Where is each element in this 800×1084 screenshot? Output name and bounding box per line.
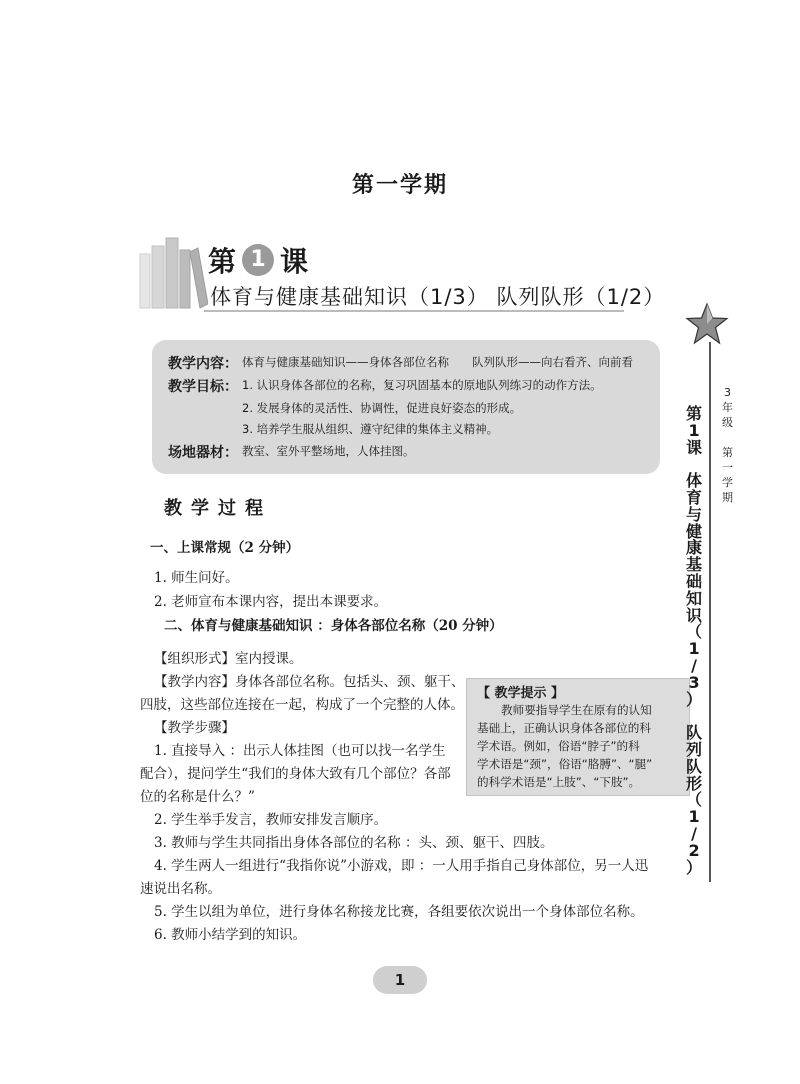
sidebar-glyph: 3 <box>688 672 700 692</box>
body-line: 【组织形式】室内授课。 <box>154 651 303 667</box>
lesson-prefix: 第 <box>208 245 237 278</box>
list-item: 1. 师生问好。 <box>154 570 239 586</box>
sidebar-glyph: 2 <box>688 840 700 860</box>
sidebar-glyph: 1 <box>688 639 700 659</box>
sidebar-glyph <box>726 430 730 445</box>
semester-title: 第一学期 <box>351 172 448 198</box>
tip-line: 学术语是“颈”，俗语“胳膊”、“腿” <box>477 757 653 771</box>
sidebar-glyph: 础 <box>686 571 703 591</box>
process-title: 教学过程 <box>164 498 272 519</box>
sidebar-glyph: （ <box>686 790 703 810</box>
heading-divider <box>204 310 624 312</box>
sidebar-glyph: 列 <box>686 739 703 759</box>
sidebar-glyph: 3 <box>724 386 731 399</box>
sidebar-glyph: 课 <box>686 437 703 457</box>
sidebar-glyph: 1 <box>688 807 700 827</box>
sidebar-glyph: ） <box>686 689 703 709</box>
tip-line: 的科学术语是“上肢”、“下肢”。 <box>477 775 641 789</box>
teaching-tip-box <box>466 678 690 796</box>
sidebar-glyph: 年 <box>722 401 733 414</box>
sidebar-lesson-title <box>686 406 702 876</box>
star-icon <box>684 302 730 346</box>
sidebar-glyph: 健 <box>686 521 703 541</box>
books-icon <box>138 236 208 310</box>
lesson-info-box <box>152 340 660 474</box>
sidebar-glyph: 识 <box>686 605 703 625</box>
body-line: 6. 教师小结学到的知识。 <box>154 927 307 943</box>
sidebar-glyph: 体 <box>686 471 703 491</box>
body-line: 速说出名称。 <box>140 881 221 897</box>
body-line: 配合），提问学生“我们的身体大致有几个部位？各部 <box>140 766 451 782</box>
sidebar-glyph: 与 <box>686 504 703 524</box>
sidebar-glyph: 1 <box>688 420 700 440</box>
goal-item: 2. 发展身体的灵活性、协调性，促进良好姿态的形成。 <box>242 401 522 415</box>
sidebar-divider <box>709 342 711 882</box>
sidebar-glyph: 第 <box>722 446 733 459</box>
content-row <box>168 353 633 373</box>
lesson-title: 体育与健康基础知识（1/3） 队列队形（1/2） <box>210 285 666 309</box>
sidebar-glyph: 康 <box>686 538 703 558</box>
sidebar-glyph: 一 <box>722 461 733 474</box>
section-title: 二、体育与健康基础知识 ：身体各部位名称（20 分钟） <box>164 618 503 634</box>
body-line: 位的名称是什么？” <box>140 789 255 805</box>
content-text: 体育与健康基础知识——身体各部位名称 队列队形——向右看齐、向前看 <box>242 355 633 369</box>
goal-item: 3. 培养学生服从组织、遵守纪律的集体主义精神。 <box>242 422 499 436</box>
lesson-number-badge: 1 <box>242 244 274 276</box>
body-line: 【教学步骤】 <box>154 720 235 736</box>
sidebar-glyph: （ <box>686 622 703 642</box>
tip-line: 学术语。例如，俗语“脖子”的科 <box>477 739 640 753</box>
sidebar-glyph: 队 <box>686 756 703 776</box>
section-title: 一、上课常规（2 分钟） <box>150 540 300 556</box>
sidebar-glyph: 队 <box>686 723 703 743</box>
lesson-suffix: 课 <box>280 245 309 278</box>
page-number: 1 <box>373 966 427 994</box>
venue-row <box>168 442 415 462</box>
venue-label: 场地器材： <box>168 445 238 461</box>
sidebar-glyph: 育 <box>686 487 703 507</box>
body-line: 【教学内容】身体各部位名称。包括头、颈、躯干、 <box>154 674 465 690</box>
goals-label: 教学目标： <box>168 379 238 395</box>
sidebar-glyph: 形 <box>686 773 703 793</box>
tip-line: 教师要指导学生在原有的认知 <box>501 703 652 717</box>
goal-item: 1. 认识身体各部位的名称，复习巩固基本的原地队列练习的动作方法。 <box>242 378 602 392</box>
sidebar-glyph: ） <box>686 857 703 877</box>
sidebar-glyph: 基 <box>686 555 703 575</box>
sidebar-glyph: 学 <box>722 476 733 489</box>
body-line: 2. 学生举手发言，教师安排发言顺序。 <box>154 812 388 828</box>
body-line: 5. 学生以组为单位，进行身体名称接龙比赛，各组要依次说出一个身体部位名称。 <box>154 904 644 920</box>
list-item: 2. 老师宣布本课内容，提出本课要求。 <box>154 594 388 610</box>
body-line: 4. 学生两人一组进行“我指你说”小游戏，即 ：一人用手指自己身体部位，另一人迅 <box>154 858 649 874</box>
sidebar-glyph: / <box>691 655 697 675</box>
sidebar-glyph: 期 <box>722 491 733 504</box>
body-line: 3. 教师与学生共同指出身体各部位的名称 ：头、颈、躯干、四肢。 <box>154 835 554 851</box>
lesson-heading <box>208 240 308 280</box>
venue-text: 教室、室外平整场地，人体挂图。 <box>242 444 415 458</box>
sidebar-glyph: 第 <box>686 404 703 423</box>
content-label: 教学内容： <box>168 356 238 372</box>
body-line: 四肢，这些部位连接在一起，构成了一个完整的人体。 <box>140 697 464 713</box>
tip-title: 【 教学提示 】 <box>477 686 565 701</box>
tip-line: 基础上，正确认识身体各部位的科 <box>477 721 651 735</box>
sidebar-glyph: 知 <box>686 588 703 608</box>
goals-row <box>168 376 602 396</box>
sidebar-glyph: / <box>691 823 697 843</box>
sidebar-glyph: 级 <box>722 416 733 429</box>
body-line: 1. 直接导入 ：出示人体挂图（也可以找一名学生 <box>154 743 446 759</box>
sidebar-grade <box>722 385 733 505</box>
